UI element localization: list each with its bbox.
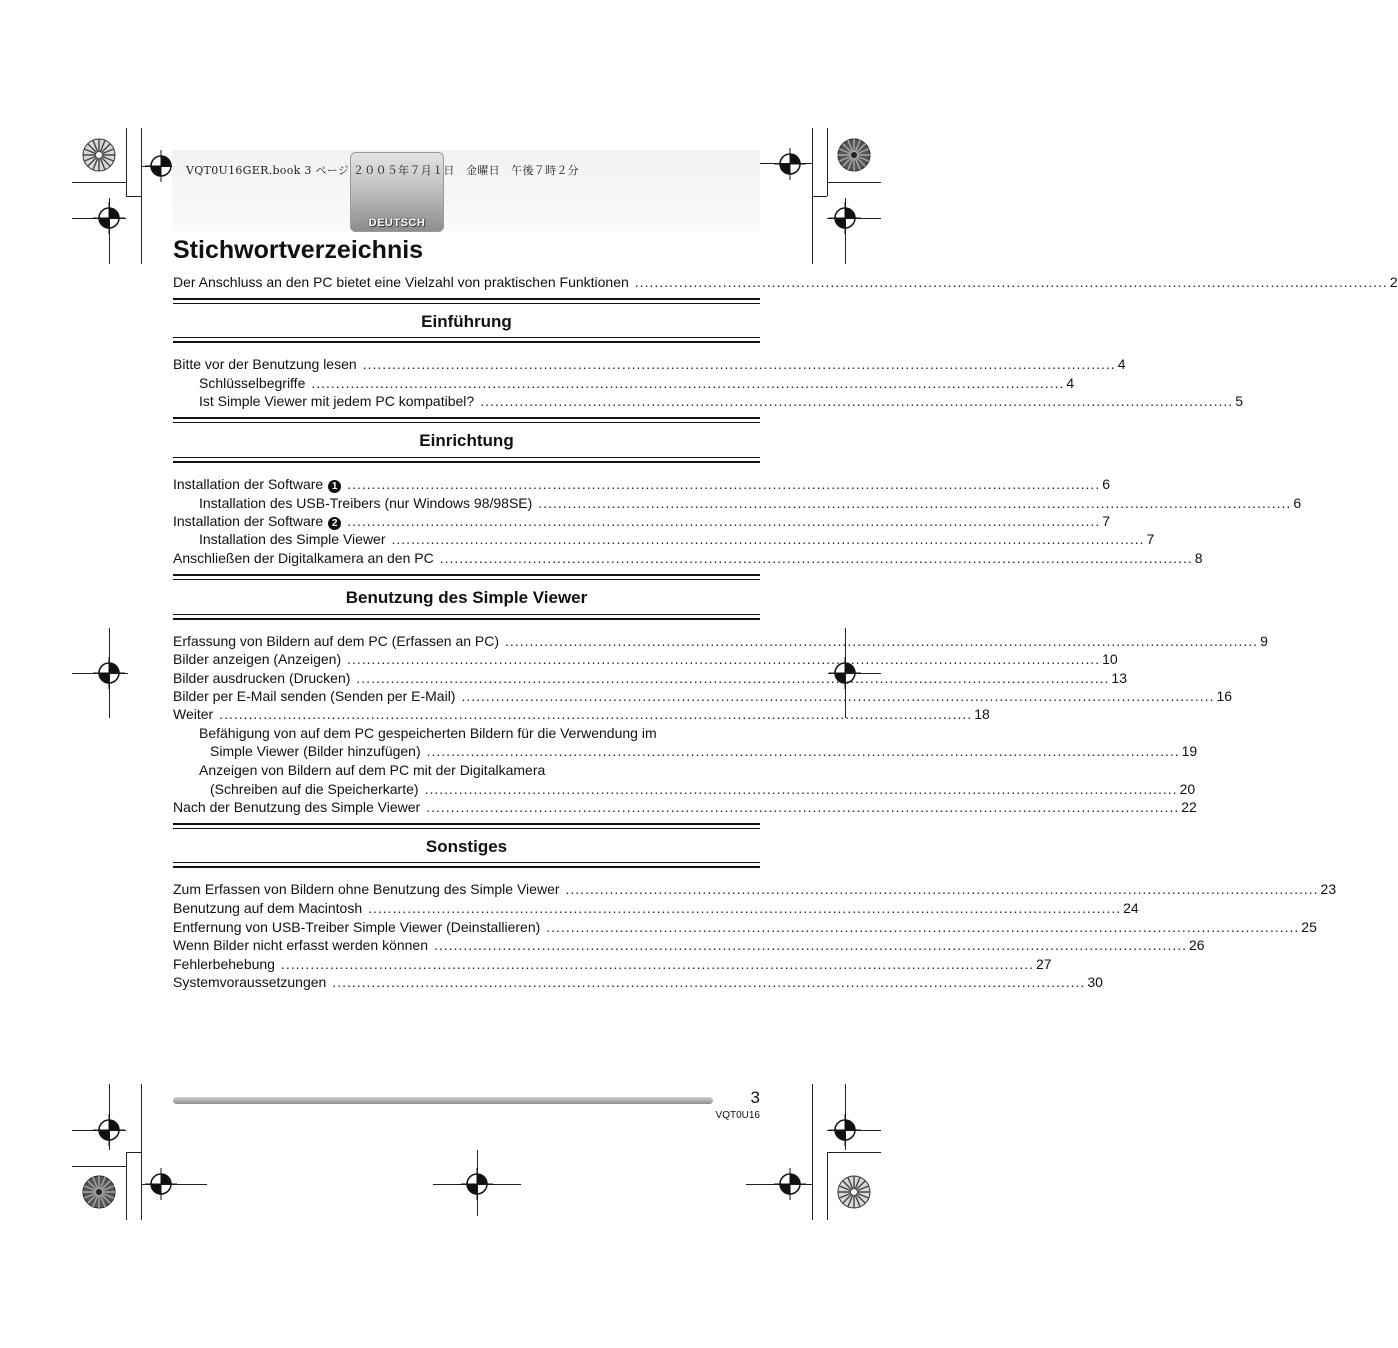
- toc-entry: [210, 780, 1196, 798]
- toc-entry: [199, 374, 1075, 392]
- language-tab-label: DEUTSCH: [368, 217, 426, 229]
- footer-bar: [173, 1097, 713, 1104]
- registration-mark-icon: [774, 1168, 806, 1200]
- toc-leader: ..........................................................................................................................................................: [439, 550, 1193, 566]
- toc-leader: ..........................................................................................................................................................: [434, 937, 1188, 953]
- toc-entry: [173, 355, 1126, 373]
- toc-page-number: 30: [1087, 974, 1103, 990]
- section-heading: Einrichtung: [419, 431, 514, 450]
- toc-leader: ..........................................................................................................................................................: [426, 743, 1180, 759]
- toc-leader: ..........................................................................................................................................................: [219, 706, 973, 722]
- section-rule: [173, 823, 760, 825]
- toc-entry: [173, 880, 1337, 898]
- toc-entry-text: Anschließen der Digitalkamera an den PC: [173, 550, 434, 566]
- toc-entry-text: Bilder anzeigen (Anzeigen): [173, 651, 342, 667]
- page-title: Stichwortverzeichnis: [173, 236, 424, 264]
- registration-mark-icon: [93, 202, 125, 234]
- toc-entry-label: Installation der Software: [173, 513, 324, 529]
- toc-entry-continued: [199, 761, 760, 779]
- toc-entry-text: Systemvoraussetzungen: [173, 974, 327, 990]
- toc-page-number: 6: [1293, 495, 1302, 511]
- toc-entry-text: Benutzung auf dem Macintosh: [173, 900, 363, 916]
- toc-entry-text: Nach der Benutzung des Simple Viewer: [173, 799, 421, 815]
- section-rule: [173, 457, 760, 458]
- toc-page-number: 2: [1389, 274, 1398, 290]
- section-rule: [173, 614, 760, 615]
- toc-leader: ..........................................................................................................................................................: [332, 974, 1086, 990]
- toc-entry-text: Befähigung von auf dem PC gespeicherten Bildern für die Verwendung im: [199, 725, 657, 741]
- section-heading: Benutzung des Simple Viewer: [345, 588, 588, 607]
- rosette-mark-icon: [837, 1175, 871, 1209]
- section-heading: Einführung: [421, 312, 512, 331]
- toc-entry: [173, 973, 1103, 991]
- toc-entry: [173, 512, 1111, 530]
- toc-entry: [173, 632, 1268, 650]
- toc-entry-text: Fehlerbehebung: [173, 956, 275, 972]
- section-rule: [173, 298, 760, 300]
- toc-leader: ..........................................................................................................................................................: [362, 356, 1116, 372]
- toc-page-number: 24: [1123, 900, 1139, 916]
- section-rule: [173, 618, 760, 620]
- toc-page-number: 4: [1066, 375, 1075, 391]
- step-1-badge-icon: 1: [328, 480, 341, 493]
- section-rule: [173, 417, 760, 419]
- toc-page-number: 19: [1181, 743, 1198, 759]
- toc-page-number: 6: [1102, 476, 1111, 492]
- section-rule: [173, 422, 760, 423]
- toc-entry-text: (Schreiben auf die Speicherkarte): [210, 781, 419, 797]
- section-rule: [173, 828, 760, 829]
- toc-leader: ..........................................................................................................................................................: [538, 495, 1292, 511]
- toc-page-number: 9: [1260, 633, 1268, 649]
- toc-page-number: 22: [1181, 799, 1197, 815]
- toc-leader: ..........................................................................................................................................................: [480, 393, 1234, 409]
- toc-leader: ..........................................................................................................................................................: [546, 919, 1300, 935]
- toc-entry-text: Wenn Bilder nicht erfasst werden können: [173, 937, 428, 953]
- toc-leader: ..........................................................................................................................................................: [347, 651, 1101, 667]
- section-rule: [173, 862, 760, 863]
- toc-page-number: 7: [1146, 531, 1155, 547]
- toc-entry-continued: [199, 724, 760, 742]
- toc-entry: [173, 705, 990, 723]
- toc-entry-text: [173, 475, 341, 493]
- registration-mark-icon: [93, 1114, 125, 1146]
- toc-page-number: 8: [1194, 550, 1203, 566]
- toc-leader: ..........................................................................................................................................................: [311, 375, 1065, 391]
- toc-page-number: 4: [1117, 356, 1126, 372]
- rosette-mark-icon: [82, 138, 116, 172]
- print-info: VQT0U16GER.book 3 ページ ２００５年７月１日 金曜日 午後７時２分: [186, 164, 579, 177]
- toc-entry-text: Installation des Simple Viewer: [199, 531, 386, 547]
- registration-mark-icon: [774, 148, 806, 180]
- toc-page-number: 27: [1036, 956, 1052, 972]
- toc-entry: [173, 936, 1205, 954]
- toc-entry-text: Bilder per E-Mail senden (Senden per E-Mail): [173, 688, 456, 704]
- toc-leader: ..........................................................................................................................................................: [426, 799, 1180, 815]
- rosette-mark-icon: [82, 1175, 116, 1209]
- registration-mark-icon: [145, 1168, 177, 1200]
- section-rule: [173, 574, 760, 576]
- toc-entry: [210, 742, 1198, 760]
- section-rule: [173, 337, 760, 338]
- registration-mark-icon: [93, 657, 125, 689]
- toc-entry: [173, 899, 1139, 917]
- registration-mark-icon: [829, 1114, 861, 1146]
- toc-leader: ..........................................................................................................................................................: [634, 274, 1388, 290]
- toc-page-number: 5: [1235, 393, 1243, 409]
- registration-mark-icon: [829, 202, 861, 234]
- step-2-badge-icon: 2: [328, 517, 341, 530]
- toc-leader: ..........................................................................................................................................................: [424, 781, 1178, 797]
- toc-entry-text: [173, 512, 341, 530]
- toc-leader: ..........................................................................................................................................................: [505, 633, 1259, 649]
- section-rule: [173, 866, 760, 868]
- toc-page-number: 26: [1189, 937, 1205, 953]
- toc-page-number: 18: [974, 706, 990, 722]
- toc-entry: [173, 475, 1111, 493]
- toc-page-number: 23: [1320, 881, 1337, 897]
- toc-entry: [173, 955, 1052, 973]
- document-code: VQT0U16: [715, 1110, 760, 1121]
- section-rule: [173, 303, 760, 304]
- section-rule: [173, 461, 760, 463]
- toc-entry-text: Ist Simple Viewer mit jedem PC kompatibel?: [199, 393, 475, 409]
- toc-entry-text: Installation des USB-Treibers (nur Windows 98/98SE): [199, 495, 533, 511]
- toc-leader: ..........................................................................................................................................................: [356, 670, 1110, 686]
- toc-page-number: 16: [1216, 688, 1233, 704]
- page-number: 3: [750, 1088, 760, 1107]
- toc-entry-label: Installation der Software: [173, 476, 324, 492]
- toc-entry: [199, 494, 1302, 512]
- toc-entry: [173, 669, 1127, 687]
- rosette-mark-icon: [837, 138, 871, 172]
- toc-leader: ..........................................................................................................................................................: [368, 900, 1122, 916]
- toc-entry: [173, 549, 1203, 567]
- toc-page-number: 13: [1111, 670, 1127, 686]
- toc-page-number: 10: [1102, 651, 1118, 667]
- toc-entry-text: Entfernung von USB-Treiber Simple Viewer (Deinstallieren): [173, 919, 541, 935]
- toc-leader: ..........................................................................................................................................................: [280, 956, 1034, 972]
- toc-page-number: 25: [1301, 919, 1317, 935]
- toc-entry-text: Schlüsselbegriffe: [199, 375, 306, 391]
- toc-entry-text: Simple Viewer (Bilder hinzufügen): [210, 743, 421, 759]
- toc-page-number: 7: [1102, 513, 1111, 529]
- toc-entry-text: Bilder ausdrucken (Drucken): [173, 670, 351, 686]
- toc-entry: [173, 798, 1197, 816]
- toc-leader: ..........................................................................................................................................................: [565, 881, 1319, 897]
- toc-entry-text: Anzeigen von Bildern auf dem PC mit der Digitalkamera: [199, 762, 546, 778]
- toc-entry-text: Der Anschluss an den PC bietet eine Vielzahl von praktischen Funktionen: [173, 274, 629, 290]
- toc-entry-text: Weiter: [173, 706, 214, 722]
- toc-entry: [199, 392, 1243, 410]
- toc-entry-text: Erfassung von Bildern auf dem PC (Erfassen an PC): [173, 633, 500, 649]
- toc-entry-text: Zum Erfassen von Bildern ohne Benutzung des Simple Viewer: [173, 881, 560, 897]
- toc-entry: [173, 273, 1398, 291]
- toc-entry: [173, 918, 1317, 936]
- toc-leader: ..........................................................................................................................................................: [347, 513, 1101, 529]
- toc-entry: [199, 530, 1155, 548]
- toc-leader: ..........................................................................................................................................................: [391, 531, 1145, 547]
- section-rule: [173, 579, 760, 580]
- toc-leader: ..........................................................................................................................................................: [461, 688, 1215, 704]
- toc-entry: [173, 687, 1233, 705]
- toc-entry-text: Bitte vor der Benutzung lesen: [173, 356, 357, 372]
- toc-leader: ..........................................................................................................................................................: [347, 476, 1101, 492]
- toc-entry: [173, 650, 1118, 668]
- section-rule: [173, 341, 760, 343]
- registration-mark-icon: [461, 1168, 493, 1200]
- section-heading: Sonstiges: [425, 837, 508, 856]
- toc-page-number: 20: [1179, 781, 1196, 797]
